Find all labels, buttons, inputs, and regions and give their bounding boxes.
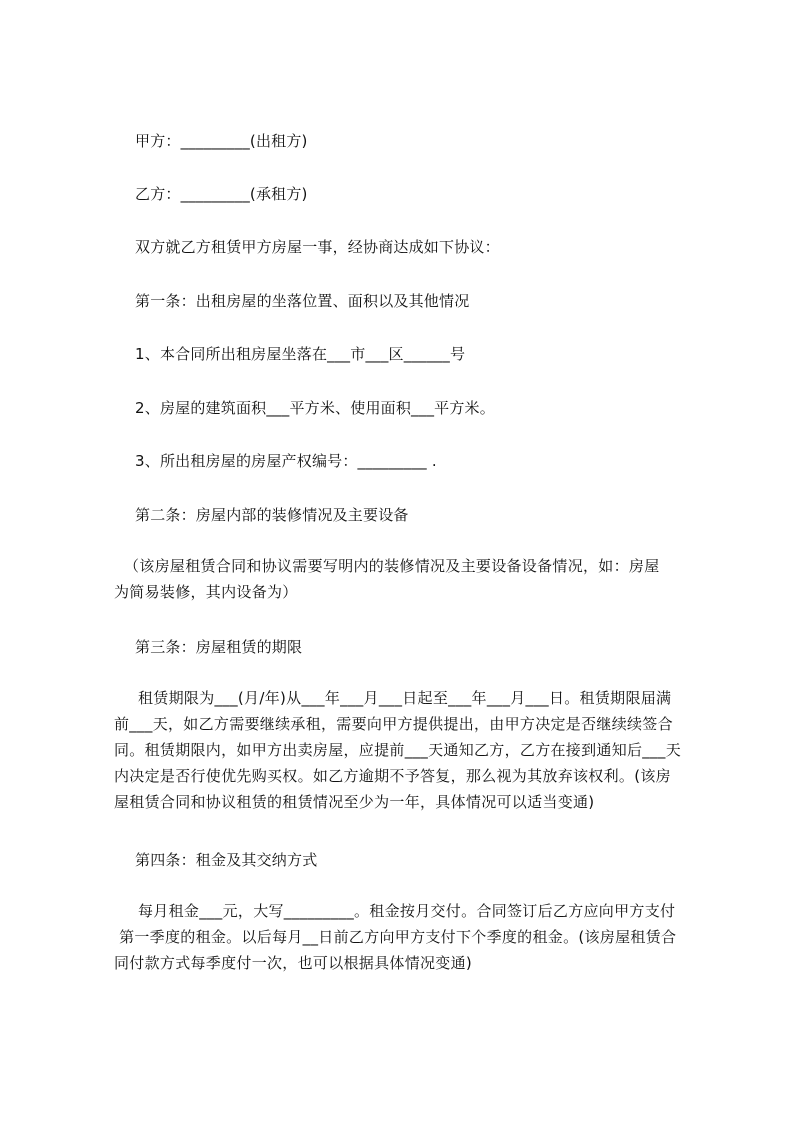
article-2-note-line-2: 为简易装修，其内设备为） <box>114 583 298 601</box>
article-3-line-1: 租赁期限为___(月/年)从___年___月___日起至___年___月___日。租赁期限届满 <box>138 689 672 707</box>
article-3-line-4: 内决定是否行使优先购买权。如乙方逾期不予答复，那么视为其放弃该权利。(该房 <box>114 767 671 785</box>
article-3-line-3: 同。租赁期限内，如甲方出卖房屋，应提前___天通知乙方，乙方在接到通知后___天 <box>114 741 682 759</box>
article-3-line-2: 前___天，如乙方需要继续承租，需要向甲方提供提出，由甲方决定是否继续续签合 <box>114 715 673 733</box>
article-3-heading: 第三条：房屋租赁的期限 <box>135 638 303 656</box>
article-2-note-line-1: （该房屋租赁合同和协议需要写明内的装修情况及主要设备设备情况，如：房屋 <box>124 557 660 575</box>
article-2-note <box>114 553 710 605</box>
clause-1-2: 2、房屋的建筑面积___平方米、使用面积___平方米。 <box>135 399 495 417</box>
article-4-heading: 第四条：租金及其交纳方式 <box>135 851 318 869</box>
clause-1-3: 3、所出租房屋的房屋产权编号：_________ . <box>135 452 437 470</box>
article-4-body <box>114 898 710 976</box>
article-1-heading: 第一条：出租房屋的坐落位置、面积以及其他情况 <box>135 292 470 310</box>
clause-1-1: 1、本合同所出租房屋坐落在___市___区______号 <box>135 345 466 363</box>
article-2-heading: 第二条：房屋内部的装修情况及主要设备 <box>135 506 409 524</box>
article-4-line-3: 同付款方式每季度付一次，也可以根据具体情况变通) <box>114 954 473 972</box>
article-4-line-1: 每月租金___元，大写_________。租金按月交付。合同签订后乙方应向甲方支付 <box>138 902 676 920</box>
party-b-line: 乙方：_________(承租方) <box>135 185 308 203</box>
article-3-body <box>114 685 710 815</box>
article-3-line-5: 屋租赁合同和协议租赁的租赁情况至少为一年，具体情况可以适当变通) <box>114 793 595 811</box>
agreement-intro: 双方就乙方租赁甲方房屋一事，经协商达成如下协议： <box>135 238 500 256</box>
article-4-line-2: 第一季度的租金。以后每月__日前乙方向甲方支付下个季度的租金。(该房屋租赁合 <box>114 928 677 946</box>
party-a-line: 甲方：_________(出租方) <box>135 132 308 150</box>
